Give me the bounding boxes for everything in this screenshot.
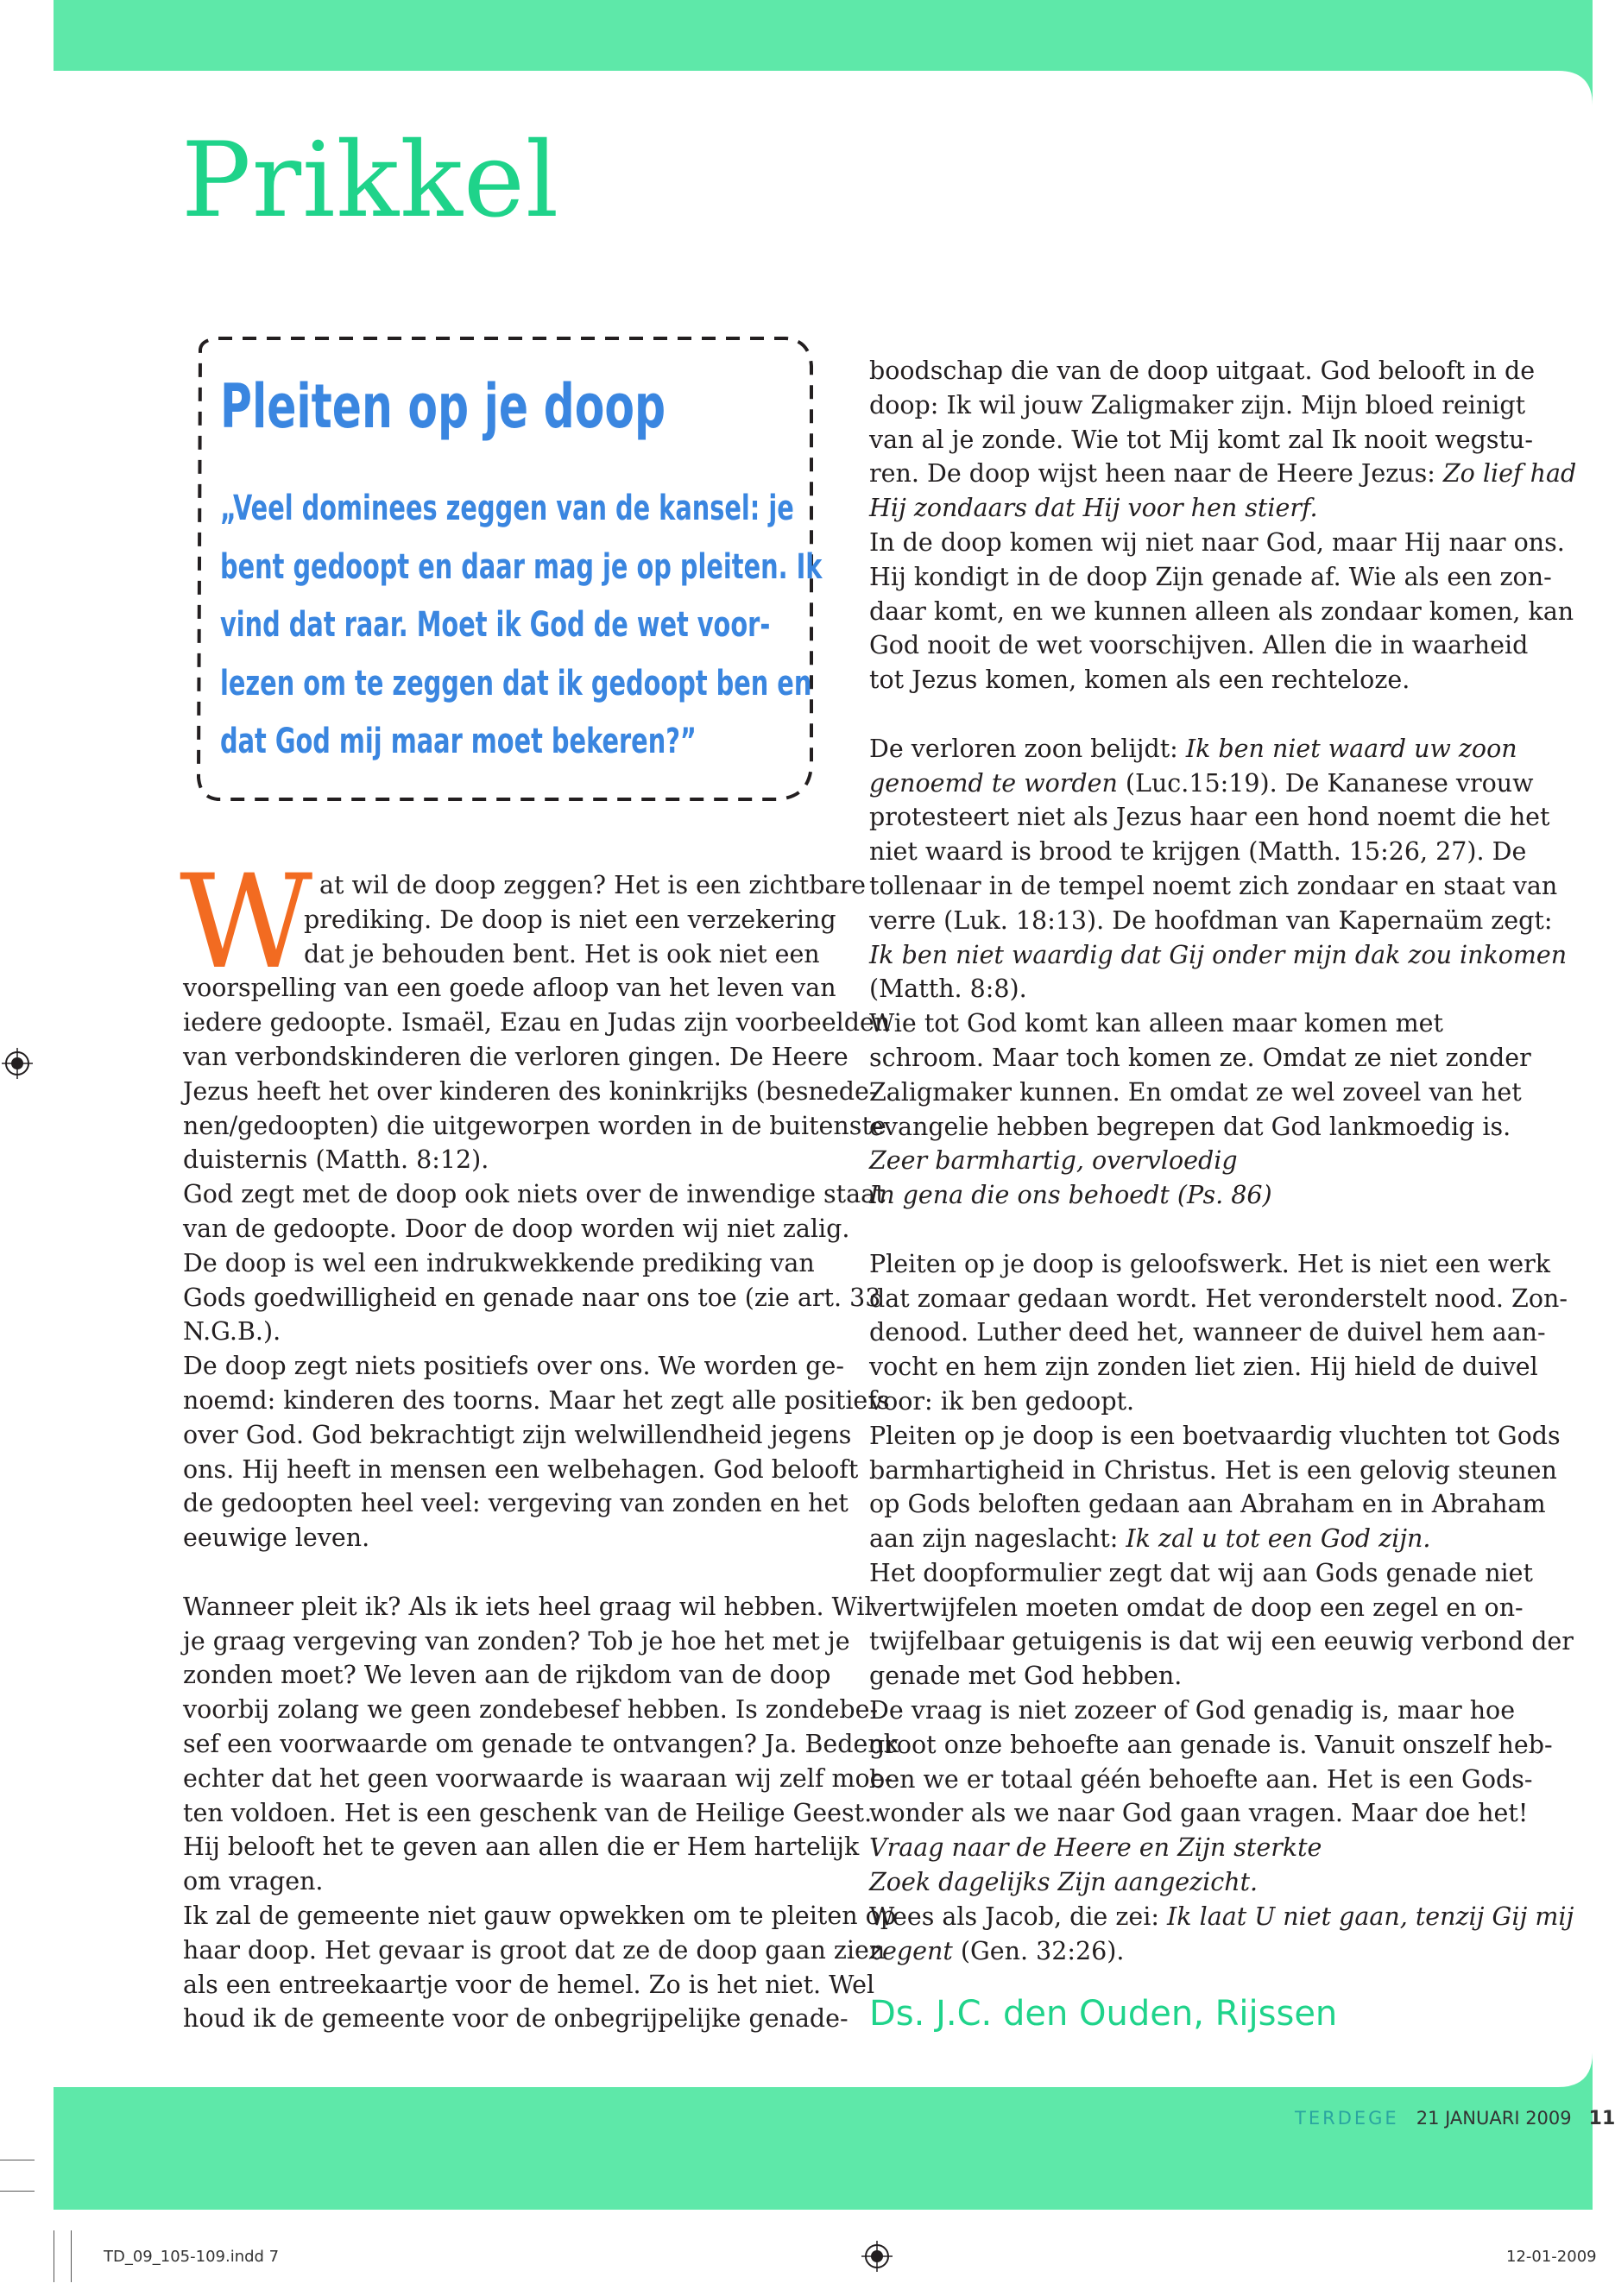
text-line: Hij belooft het te geven aan allen die er Hem hartelijk (183, 1832, 860, 1862)
text-line: eeuwige leven. (183, 1523, 370, 1553)
corner-decoration (1558, 2053, 1593, 2087)
slug-date: 12-01-2009 (1506, 2248, 1597, 2266)
magazine-name: TERDEGE (1295, 2108, 1399, 2129)
italic-run: genoemd te worden (869, 768, 1118, 798)
text-line: God nooit de wet voorschijven. Allen die in waarheid (869, 631, 1529, 660)
text-line: van de gedoopte. Door de doop worden wij niet zalig. (183, 1214, 850, 1243)
quote-heading: Pleiten op je doop (220, 371, 666, 442)
section-title: Prikkel (181, 121, 560, 241)
quote-line: bent gedoopt en daar mag je op pleiten. Ik (220, 546, 823, 587)
quote-line: vind dat raar. Moet ik God de wet voor- (220, 605, 771, 645)
quote-line: „Veel dominees zeggen van de kansel: je (220, 489, 794, 528)
text-line: sef een voorwaarde om genade te ontvangen? Ja. Bedenk (183, 1729, 899, 1758)
text-line (869, 766, 1534, 801)
text-line: Wanneer pleit ik? Als ik iets heel graag wil hebben. Wil (183, 1592, 873, 1621)
text-line: over God. God bekrachtigt zijn welwillendheid jegens (183, 1420, 852, 1449)
text-line: op Gods beloften gedaan aan Abraham en in Abraham (869, 1490, 1546, 1519)
text-line: Pleiten op je doop is geloofswerk. Het is niet een werk (869, 1249, 1551, 1278)
text-line: God zegt met de doop ook niets over de inwendige staat (183, 1180, 886, 1209)
text-run: ren. De doop wijst heen naar de Heere Jezus: (869, 459, 1443, 489)
text-line: Wie tot God komt kan alleen maar komen met (869, 1009, 1443, 1038)
text-line: N.G.B.). (183, 1317, 281, 1347)
text-line: dat zomaar gedaan wordt. Het veronderstelt nood. Zon- (869, 1284, 1568, 1313)
paragraph (869, 526, 1574, 697)
text-line: at wil de doop zeggen? Het is een zichtbare (319, 871, 866, 899)
quote-line: lezen om te zeggen dat ik gedoopt ben en (220, 663, 812, 703)
text-line: ten voldoen. Het is een geschenk van de Heilige Geest. (183, 1798, 873, 1827)
page-number: 11 (1588, 2108, 1615, 2129)
text-line: zonden moet? We leven aan de rijkdom van de doop (183, 1661, 831, 1690)
italic-run: zegent (869, 1936, 953, 1965)
italic-run: Zo lief had (1442, 459, 1577, 489)
text-run: (Gen. 32:26). (952, 1936, 1125, 1965)
text-line (869, 457, 1577, 491)
text-line: Ik zal de gemeente niet gauw opwekken om te pleiten op (183, 1901, 897, 1930)
text-line: wonder als we naar God gaan vragen. Maar doe het! (869, 1799, 1529, 1828)
text-line: iedere gedoopte. Ismaël, Ezau en Judas zijn voorbeelden (183, 1008, 891, 1038)
text-line: voor: ik ben gedoopt. (869, 1386, 1135, 1416)
text-line: haar doop. Het gevaar is groot dat ze de doop gaan zien (183, 1935, 886, 1965)
text-line: evangelie hebben begrepen dat God lankmoedig is. (869, 1112, 1511, 1141)
text-line: Vraag naar de Heere en Zijn sterkte (869, 1833, 1322, 1863)
text-line: om vragen. (183, 1867, 324, 1896)
text-line: Zoek dagelijks Zijn aangezicht. (869, 1868, 1259, 1897)
text-run: aan zijn nageslacht: (869, 1524, 1126, 1554)
issue-date: 21 JANUARI 2009 (1416, 2108, 1572, 2129)
crop-mark (71, 2230, 72, 2282)
text-run: Wees als Jacob, die zei: (869, 1902, 1168, 1931)
article-column-right (869, 354, 1577, 1968)
text-line: schroom. Maar toch komen ze. Omdat ze niet zonder (869, 1043, 1531, 1072)
author-signature: Ds. J.C. den Ouden, Rijssen (869, 1994, 1338, 2034)
text-line: houd ik de gemeente voor de onbegrijpelijke genade- (183, 2004, 849, 2034)
italic-run: Ik ben niet waard uw zoon (1185, 734, 1517, 763)
text-line: nen/gedoopten) die uitgeworpen worden in de buitenste (183, 1111, 886, 1140)
text-line: Gods goedwilligheid en genade naar ons toe (zie art. 33 (183, 1283, 881, 1312)
quote-line: dat God mij maar moet bekeren?” (220, 722, 697, 761)
text-line: echter dat het geen voorwaarde is waaraan wij zelf moe- (183, 1763, 893, 1793)
article-column-left (180, 848, 899, 2036)
text-line: Hij kondigt in de doop Zijn genade af. Wie als een zon- (869, 562, 1552, 591)
text-line: barmhartigheid in Christus. Het is een gelovig steunen (869, 1455, 1557, 1485)
text-line (869, 1900, 1574, 1934)
text-line: daar komt, en we kunnen alleen als zondaar komen, kan (869, 596, 1574, 626)
text-line: denood. Luther deed het, wanneer de duivel hem aan- (869, 1318, 1546, 1347)
drop-cap: W (180, 848, 313, 998)
text-line: De vraag is niet zozeer of God genadig is, maar hoe (869, 1696, 1516, 1725)
text-line: protesteert niet als Jezus haar een hond noemt die het (869, 803, 1550, 832)
text-line: doop: Ik wil jouw Zaligmaker zijn. Mijn bloed reinigt (869, 390, 1526, 419)
text-line: niet waard is brood te krijgen (Matth. 15:26, 27). De (869, 837, 1527, 867)
paragraph (183, 971, 891, 1555)
paragraph (869, 972, 1531, 1144)
text-line: Het doopformulier zegt dat wij aan Gods genade niet (869, 1558, 1533, 1587)
corner-decoration (1558, 71, 1593, 105)
text-line: van verbondskinderen die verloren gingen. De Heere (183, 1042, 849, 1071)
paragraph (869, 1247, 1568, 1522)
bottom-color-band (54, 2087, 1593, 2210)
quote-text (220, 480, 823, 772)
text-run: (Luc.15:19). De Kananese vrouw (1117, 768, 1534, 798)
registration-mark-icon (861, 2241, 893, 2272)
text-line: Zaligmaker kunnen. En omdat ze wel zoveel van het (869, 1077, 1522, 1107)
paragraph (183, 1590, 899, 2036)
text-line: twijfelbaar getuigenis is dat wij een eeuwig verbond der (869, 1627, 1574, 1656)
text-line: De doop is wel een indrukwekkende prediking van (183, 1248, 815, 1277)
paragraph (869, 800, 1558, 937)
text-line: In gena die ons behoedt (Ps. 86) (869, 1181, 1272, 1210)
text-line: ben we er totaal géén behoefte aan. Het is een Gods- (869, 1764, 1533, 1794)
text-line: In de doop komen wij niet naar God, maar Hij naar ons. (869, 527, 1565, 557)
text-run: De verloren zoon belijdt: (869, 734, 1186, 763)
text-line: groot onze behoefte aan genade is. Vanuit onszelf heb- (869, 1730, 1553, 1759)
text-line: vertwijfelen moeten omdat de doop een zegel en on- (869, 1593, 1524, 1622)
text-line: Hij zondaars dat Hij voor hen stierf. (869, 494, 1318, 523)
text-line: De doop zegt niets positiefs over ons. We worden ge- (183, 1352, 844, 1381)
text-line: verre (Luk. 18:13). De hoofdman van Kapernaüm zegt: (869, 905, 1553, 935)
text-line: voorspelling van een goede afloop van het leven van (183, 974, 836, 1003)
text-line: van al je zonde. Wie tot Mij komt zal Ik nooit wegstu- (869, 425, 1533, 454)
text-line: Ik ben niet waardig dat Gij onder mijn dak zou inkomen (869, 940, 1568, 969)
text-line (869, 1522, 1517, 1556)
registration-mark-icon (2, 1048, 33, 1079)
text-line: als een entreekaartje voor de hemel. Zo is het niet. Wel (183, 1970, 875, 1999)
pull-quote-box (181, 333, 823, 806)
crop-mark (0, 2191, 35, 2192)
text-line: Pleiten op je doop is een boetvaardig vluchten tot Gods (869, 1421, 1561, 1450)
paragraph (869, 354, 1536, 457)
text-line: Jezus heeft het over kinderen des koninkrijks (besnede- (183, 1076, 878, 1106)
text-line: tollenaar in de tempel noemt zich zondaar en staat van (869, 871, 1558, 900)
text-line: noemd: kinderen des toorns. Maar het zegt alle positiefs (183, 1385, 890, 1415)
text-line: Zeer barmhartig, overvloedig (869, 1146, 1238, 1176)
italic-run: Ik zal u tot een God zijn. (1126, 1524, 1431, 1554)
text-line: genade met God hebben. (869, 1662, 1183, 1691)
text-line: duisternis (Matth. 8:12). (183, 1145, 489, 1175)
slug-filename: TD_09_105-109.indd 7 (104, 2248, 280, 2266)
text-line: dat je behouden bent. Het is ook niet een (304, 939, 820, 968)
text-line: boodschap die van de doop uitgaat. God belooft in de (869, 356, 1536, 385)
text-line: je graag vergeving van zonden? Tob je hoe het met je (183, 1626, 850, 1656)
top-color-band (54, 0, 1593, 71)
text-line (869, 732, 1517, 766)
text-line: prediking. De doop is niet een verzekering (304, 905, 836, 934)
text-line: voorbij zolang we geen zondebesef hebben. Is zondebe- (183, 1695, 879, 1725)
paragraph (869, 1556, 1574, 1831)
text-line: tot Jezus komen, komen als een rechteloze. (869, 665, 1410, 695)
text-line: ons. Hij heeft in mensen een welbehagen. God belooft (183, 1454, 859, 1484)
text-line (869, 1934, 1517, 1969)
footer-publication (1295, 2108, 1615, 2129)
text-line: (Matth. 8:8). (869, 975, 1027, 1004)
text-line: vocht en hem zijn zonden liet zien. Hij hield de duivel (869, 1353, 1538, 1382)
italic-run: Ik laat U niet gaan, tenzij Gij mij (1167, 1902, 1574, 1931)
text-line: de gedoopten heel veel: vergeving van zonden en het (183, 1489, 849, 1518)
